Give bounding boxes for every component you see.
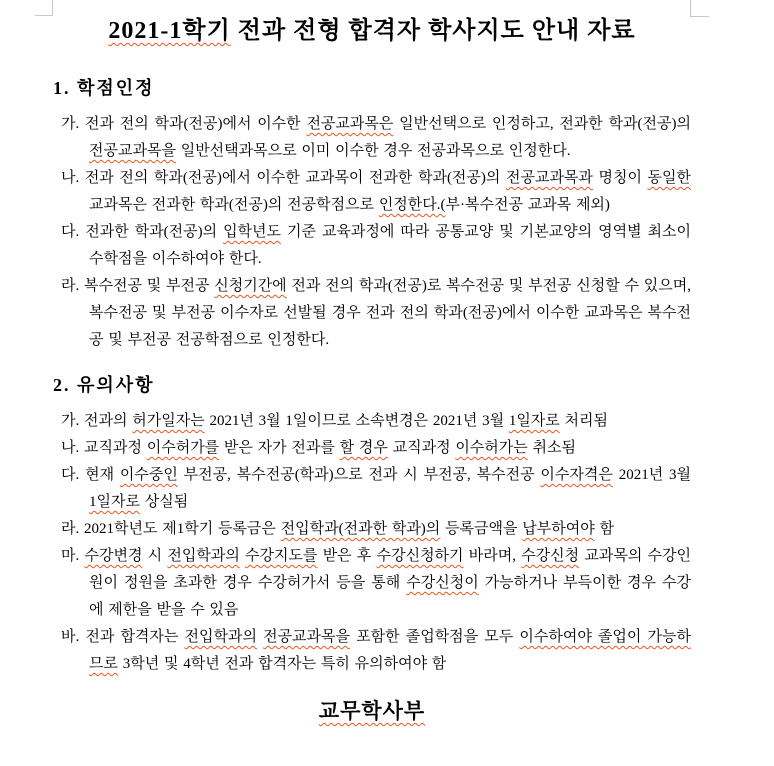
text-run: 복수전공 및 부전공 <box>84 278 215 294</box>
misspelled-text-run: 전공교과목과 <box>505 170 593 186</box>
misspelled-text-run: 납부하여야 <box>522 521 595 537</box>
list-item <box>57 111 691 165</box>
list-item <box>57 435 691 462</box>
misspelled-text-run: 수강신청하기 <box>376 548 464 564</box>
text-run: 전과 전형 합격자 학사지도 안내 자료 <box>230 18 636 44</box>
text-run: 상실됨 <box>139 494 189 510</box>
misspelled-text-run: 전입학과의 <box>184 629 257 645</box>
list-item <box>57 165 691 219</box>
list-item <box>57 462 691 516</box>
text-run: 전과 전의 학과(전공)에서 이수한 <box>85 116 307 132</box>
misspelled-text-run: 인정한다.( <box>378 197 446 213</box>
document-content <box>53 14 691 726</box>
text-run: 3학년 및 4학년 전과 합격자는 특히 유의하여야 함 <box>117 656 447 672</box>
text-run: 2021년 3월 1일이므로 소속변경은 2021년 3월 <box>204 413 509 429</box>
list-item <box>57 408 691 435</box>
misspelled-text-run: 수강변경 <box>84 548 143 564</box>
footer-department <box>53 697 691 726</box>
list-item-label: 나. <box>61 440 80 456</box>
misspelled-text-run: 전입학과의 <box>167 548 240 564</box>
text-run: 2021년 3월 <box>612 467 692 483</box>
list-item <box>57 543 691 624</box>
sections-container <box>53 76 691 678</box>
misspelled-text-run: 이수자격은 <box>540 467 613 483</box>
list-item <box>57 624 691 678</box>
misspelled-text-run: 전입학과(전과한 학과)의 <box>280 521 441 537</box>
text-run: 전과한 학과(전공)의 <box>85 224 224 240</box>
text-run: 포함한 졸업학점을 모두 <box>350 629 520 645</box>
text-run: 2021학년도 제1학기 등록금은 <box>84 521 281 537</box>
misspelled-text-run: 이수중인 <box>119 467 178 483</box>
misspelled-text-run: 신청기간에 <box>214 278 287 294</box>
text-run: 등록금액을 <box>440 521 523 537</box>
text-run: 바라며, <box>463 548 522 564</box>
misspelled-text-run: 허가일자는 <box>132 413 205 429</box>
list-item-label: 마. <box>61 548 80 564</box>
text-run: 받은 자가 전과를 <box>219 440 340 456</box>
list-item <box>57 516 691 543</box>
misspelled-text-run: 입학년도 <box>223 224 282 240</box>
text-boundary-mark-top-left <box>35 0 53 16</box>
misspelled-text-run: 할 경우 <box>339 440 388 456</box>
text-run: 가능하거나 부득이한 경우 수강에 제한을 받을 수 있음 <box>89 575 692 618</box>
list-item <box>57 273 691 354</box>
misspelled-text-run: 2021-1학기 <box>108 18 231 44</box>
text-run: 기준 교육과정에 따라 공통교양 및 기본교양의 영역별 최소이수학점을 이수하여야 한다. <box>89 224 691 267</box>
misspelled-text-run: 이수하여야 졸업이 가능하므로 <box>89 629 691 672</box>
document-title <box>53 14 691 48</box>
text-run: 전과 전의 학과(전공)로 복수전공 및 부전공 신청할 수 있으며, 복수전공 및 부전공 이수자로 선발될 경우 전과 전의 학과(전공)에서 이수한 교과목은 복수전공 및 부전공 전공학점으로 인정한다. <box>89 278 692 348</box>
misspelled-text-run: 수강신청이 <box>406 575 479 591</box>
section-heading: 1. 학점인정 <box>53 78 155 98</box>
misspelled-text-run: 이수허가를 <box>146 440 220 456</box>
text-run: 전과 합격자는 <box>85 629 185 645</box>
list-item-label: 다. <box>61 467 80 483</box>
text-run: 교직과정 <box>84 440 147 456</box>
list-item-label: 라. <box>61 521 80 537</box>
text-run: 교직과정 <box>387 440 456 456</box>
misspelled-text-run: 교무학사부 <box>318 699 426 723</box>
document-section <box>53 76 691 354</box>
text-run: 전과 전의 학과(전공)에서 이수한 교과목이 전과한 학과(전공)의 <box>84 170 506 186</box>
list-item-label: 가. <box>61 413 80 429</box>
list-item-label: 바. <box>61 629 80 645</box>
misspelled-text-run: 전공교과목은 <box>306 116 394 132</box>
text-run: 취소됨 <box>527 440 576 456</box>
text-run: 현재 <box>85 467 120 483</box>
text-run: 처리됨 <box>559 413 609 429</box>
misspelled-text-run: 1일자로 <box>89 494 140 510</box>
text-run: 받은 후 <box>317 548 377 564</box>
misspelled-text-run: 전공교과목을 <box>263 629 351 645</box>
text-run: 일반선택으로 인정하고, 전과한 학과(전공)의 <box>393 116 692 132</box>
text-run: 시 <box>142 548 168 564</box>
list-item-label: 라. <box>61 278 80 294</box>
misspelled-text-run: 수강지도를 <box>245 548 318 564</box>
misspelled-text-run: 동일한 <box>647 170 691 186</box>
document-section <box>53 373 691 678</box>
list-item <box>57 219 691 273</box>
list-item-label: 가. <box>61 116 80 132</box>
list-item-label: 다. <box>61 224 80 240</box>
misspelled-text-run: 수강신청 <box>521 548 580 564</box>
text-run: 명칭이 <box>592 170 648 186</box>
misspelled-text-run: 전공교과목을 <box>89 143 176 159</box>
text-run: 함 <box>594 521 614 537</box>
section-heading: 2. 유의사항 <box>53 375 155 395</box>
text-run: 일반선택과목으로 이미 이수한 경우 전공과목으로 인정한다. <box>175 143 571 159</box>
text-boundary-mark-top-right <box>690 0 709 17</box>
text-run: 부·복수전공 교과목 제외) <box>445 197 610 213</box>
text-run: 부전공, 복수전공(학과)으로 전과 시 부전공, 복수전공 <box>177 467 541 483</box>
text-run: 교과목은 전과한 학과(전공)의 전공학점으로 <box>89 197 379 213</box>
text-run: 교과목의 수강인원이 정원을 초과한 경우 수강허가서 등을 통해 <box>89 548 692 591</box>
misspelled-text-run: 1일자로 <box>508 413 560 429</box>
text-run: 전과의 <box>84 413 133 429</box>
list-item-label: 나. <box>61 170 80 186</box>
misspelled-text-run: 이수허가는 <box>455 440 528 456</box>
